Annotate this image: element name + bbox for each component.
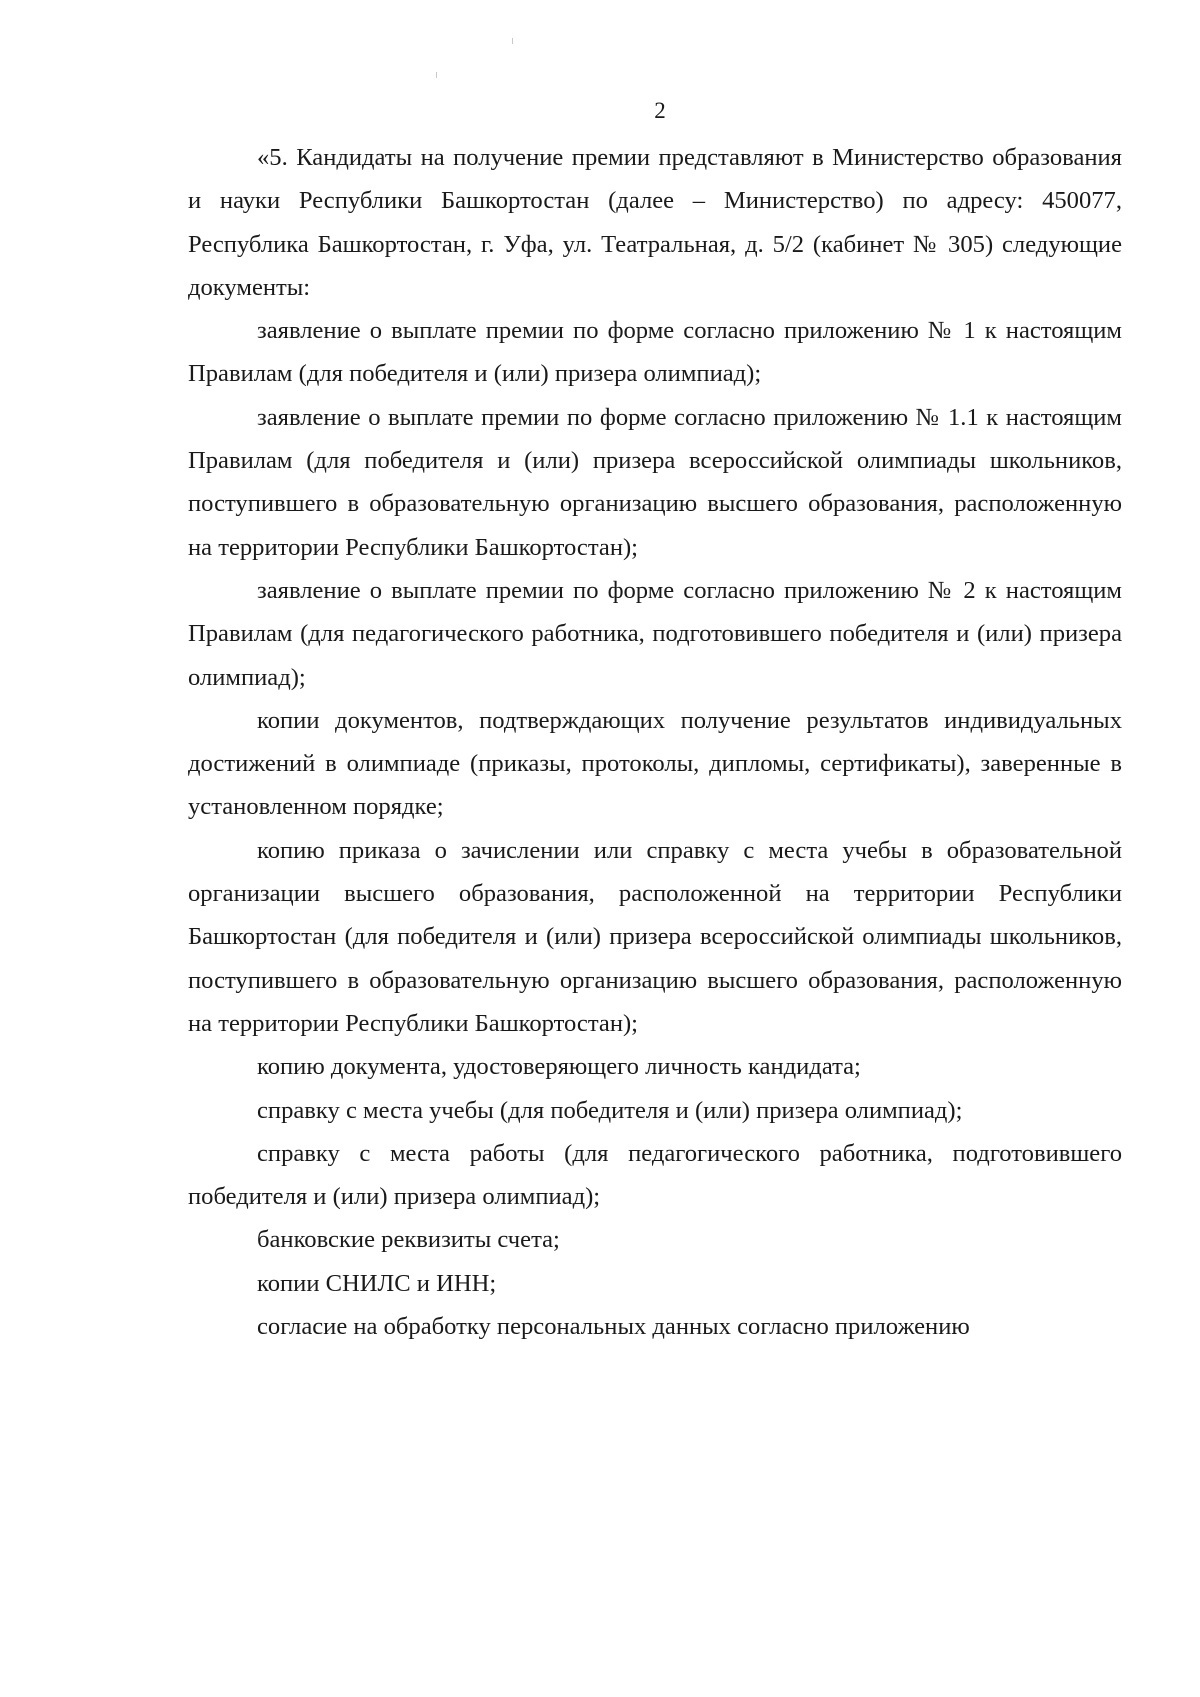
paragraph-item: копию документа, удостоверяющего личность кандидата; xyxy=(257,1053,861,1081)
page-number: 2 xyxy=(654,98,666,123)
paragraph-item: заявление о выплате премии по форме согласно приложению № 1 к настоящим Правилам (для победителя и (или) призера олимпиад); xyxy=(188,317,1122,388)
paragraph-item: согласие на обработку персональных данных согласно приложению xyxy=(257,1313,970,1341)
scan-artifact xyxy=(436,72,437,78)
paragraph-item: копии СНИЛС и ИНН; xyxy=(257,1269,497,1297)
paragraph-intro: «5. Кандидаты на получение премии представляют в Министерство образования и науки Республики Башкортостан (далее – Министерство) по адресу: 450077, Республика Башкортостан, г. Уфа, ул. Театральная, д. 5/2 (кабинет № 305) следующие документы: xyxy=(188,144,1122,301)
paragraph-item: копии документов, подтверждающих получение результатов индивидуальных достижений в олимпиаде (приказы, протоколы, дипломы, сертификаты), заверенные в установленном порядке; xyxy=(188,706,1122,821)
paragraph-item: заявление о выплате премии по форме согласно приложению № 1.1 к настоящим Правилам (для победителя и (или) призера всероссийской олимпиады школьников, поступившего в образовательную организацию высшего образования, расположенную на территории Республики Башкортостан); xyxy=(188,403,1122,561)
paragraph-item: банковские реквизиты счета; xyxy=(257,1226,560,1254)
paragraph-item: копию приказа о зачислении или справку с места учебы в образовательной организации высшего образования, расположенной на территории Республики Башкортостан (для победителя и (или) призера всероссийской олимпиады школьников, поступившего в образовательную организацию высшего образования, расположенную на территории Республики Башкортостан); xyxy=(188,836,1122,1037)
scan-artifact xyxy=(512,38,513,44)
paragraph-item: справку с места учебы (для победителя и (или) призера олимпиад); xyxy=(257,1096,963,1124)
paragraph-item: справку с места работы (для педагогического работника, подготовившего победителя и (или) призера олимпиад); xyxy=(188,1139,1122,1211)
paragraph-item: заявление о выплате премии по форме согласно приложению № 2 к настоящим Правилам (для педагогического работника, подготовившего победителя и (или) призера олимпиад); xyxy=(188,576,1122,691)
document-body xyxy=(188,136,1122,1348)
